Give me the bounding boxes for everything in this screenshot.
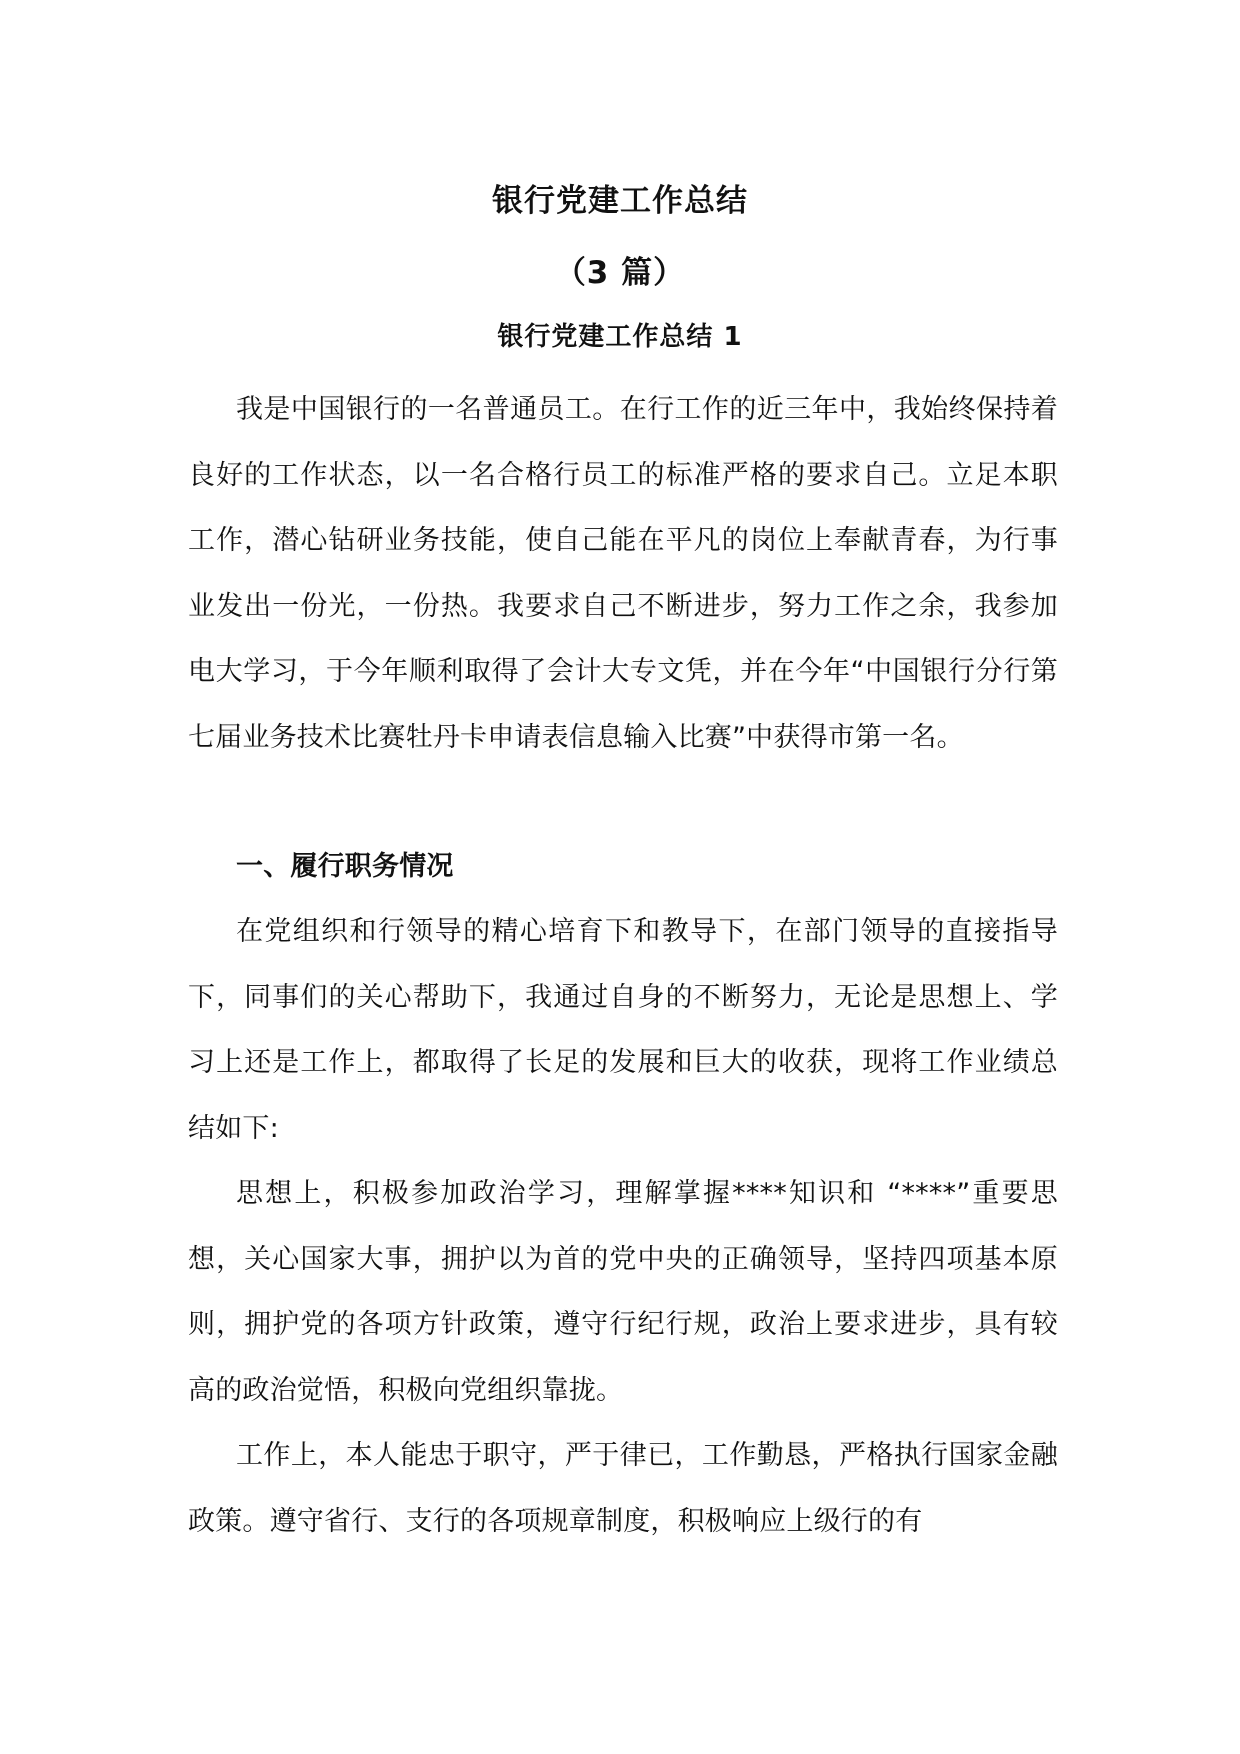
document-subtitle: 银行党建工作总结 1: [497, 322, 743, 352]
section-heading-duty-performance: 一、履行职务情况: [236, 851, 454, 882]
paragraph-introduction: 我是中国银行的一名普通员工。在行工作的近三年中，我始终保持着良好的工作状态，以一名合格行员工的标准严格的要求自己。立足本职工作，潜心钻研业务技能，使自己能在平凡的岗位上奉献青春，为行事业发出一份光，一份热。我要求自己不断进步，努力工作之余，我参加电大学习，于今年顺利取得了会计大专文凭，并在今年“中国银行分行第七届业务技术比赛牡丹卡申请表信息输入比赛”中获得市第一名。: [188, 394, 1058, 753]
document-title: 银行党建工作总结: [492, 183, 748, 219]
paragraph-duty-performance: 在党组织和行领导的精心培育下和教导下，在部门领导的直接指导下，同事们的关心帮助下，我通过自身的不断努力，无论是思想上、学习上还是工作上，都取得了长足的发展和巨大的收获，现将工作业绩总结如下:: [188, 916, 1058, 1144]
paragraph-ideology: 思想上，积极参加政治学习，理解掌握****知识和 “****”重要思想，关心国家大事，拥护以为首的党中央的正确领导，坚持四项基本原则，拥护党的各项方针政策，遵守行纪行规，政治上要求进步，具有较高的政治觉悟，积极向党组织靠拢。: [188, 1178, 1058, 1406]
document-count-label: （3 篇）: [554, 255, 686, 291]
paragraph-work: 工作上，本人能忠于职守，严于律已，工作勤恳，严格执行国家金融政策。遵守省行、支行的各项规章制度，积极响应上级行的有: [188, 1440, 1058, 1537]
